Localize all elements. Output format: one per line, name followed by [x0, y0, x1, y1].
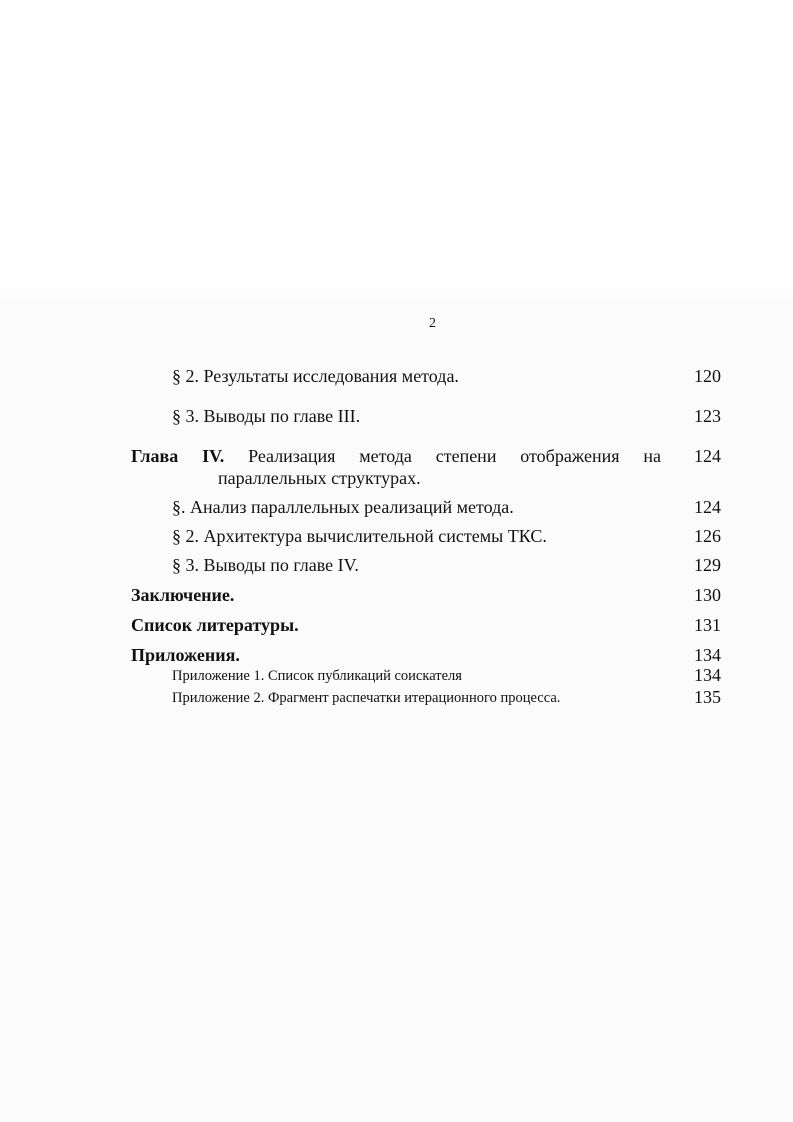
chapter4-numeral: IV. — [202, 446, 225, 466]
toc-entry-page: 134 — [694, 645, 721, 665]
toc-entry-title: §. Анализ параллельных реализаций метода. — [172, 497, 514, 517]
chapter4-word: метода — [359, 446, 412, 466]
toc-entry-title: § 3. Выводы по главе III. — [172, 406, 361, 426]
toc-entry-title: Приложение 2. Фрагмент распечатки итерационного процесса. — [172, 690, 561, 706]
chapter4-word: на — [643, 446, 661, 466]
chapter4-heading-line1 — [131, 446, 661, 466]
toc-entry-title: § 2. Архитектура вычислительной системы ТКС. — [172, 526, 547, 546]
toc-entry-page: 134 — [694, 665, 721, 685]
toc-entry-page: 135 — [694, 687, 721, 707]
chapter4-label: Глава — [131, 446, 179, 466]
toc-entry-page: 120 — [694, 366, 721, 386]
toc-entry-title: Заключение. — [131, 585, 235, 605]
chapter4-heading-line2: параллельных структурах. — [218, 468, 421, 488]
chapter4-word: степени — [435, 446, 497, 466]
toc-entry-page: 131 — [694, 615, 721, 635]
toc-entry-title: § 2. Результаты исследования метода. — [172, 366, 459, 386]
toc-entry-page: 130 — [694, 585, 721, 605]
toc-entry-title: Приложения. — [131, 645, 240, 665]
chapter4-word: Реализация — [248, 446, 336, 466]
chapter4-word: отображения — [520, 446, 620, 466]
page-number: 2 — [429, 316, 436, 331]
toc-entry-page: 124 — [694, 497, 721, 517]
toc-entry-title: § 3. Выводы по главе IV. — [172, 555, 359, 575]
toc-entry-page: 129 — [694, 555, 721, 575]
toc-entry-page: 124 — [694, 446, 721, 466]
toc-entry-page: 126 — [694, 526, 721, 546]
toc-entry-title: Список литературы. — [131, 615, 299, 635]
toc-entry-page: 123 — [694, 406, 721, 426]
toc-entry-title: Приложение 1. Список публикаций соискателя — [172, 668, 462, 684]
